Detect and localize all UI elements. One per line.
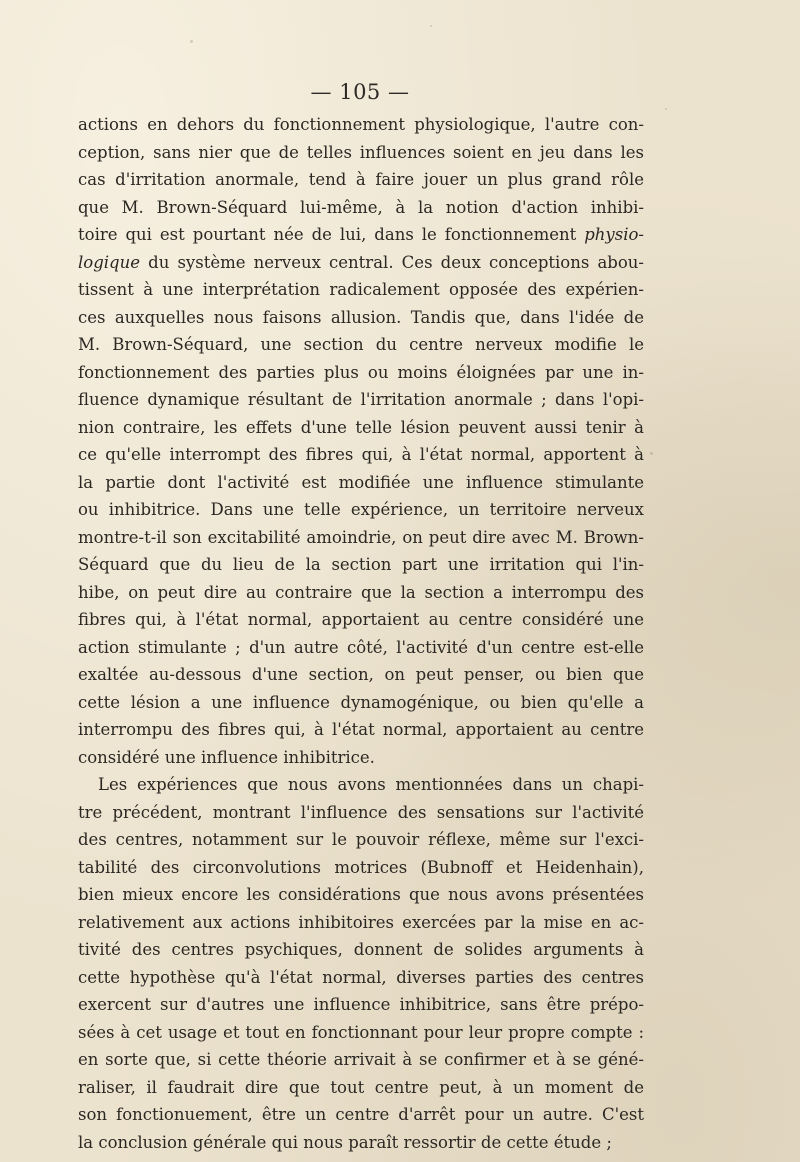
text-line <box>78 414 644 442</box>
line-text: bien mieux encore les considérations que nous avons présentées <box>78 885 644 904</box>
text-line <box>78 689 644 717</box>
text-line <box>78 469 644 497</box>
line-text: actions en dehors du fonctionnement physiologique, l'autre con- <box>78 115 644 134</box>
text-line <box>78 496 644 524</box>
line-text: la conclusion générale qui nous paraît ressortir de cette étude ; <box>78 1132 612 1152</box>
text-line <box>78 826 644 854</box>
line-text: la partie dont l'activité est modifiée une influence stimulante <box>78 472 644 492</box>
line-text: tivité des centres psychiques, donnent de solides arguments à <box>78 940 644 959</box>
line-text: Les expériences que nous avons mentionnées dans un chapi- <box>98 775 644 794</box>
line-text: nion contraire, les effets d'une telle lésion peuvent aussi tenir à <box>78 417 644 437</box>
text-line <box>78 331 644 359</box>
line-text: relativement aux actions inhibitoires exercées par la mise en ac- <box>78 912 644 932</box>
line-text: raliser, il faudrait dire que tout centre peut, à un moment de <box>78 1077 644 1097</box>
line-text: exercent sur d'autres une influence inhibitrice, sans être prépo- <box>78 995 644 1014</box>
text-line <box>78 1046 644 1074</box>
line-text: tabilité des circonvolutions motrices (Bubnoff et Heidenhain), <box>78 857 644 877</box>
text-line <box>78 551 644 579</box>
page-number: — 105 — <box>310 80 410 104</box>
text-line <box>78 661 644 689</box>
text-line <box>78 991 644 1019</box>
text-line <box>78 854 644 882</box>
line-text: du système nerveux central. Ces deux conceptions abou- <box>148 252 644 272</box>
text-line <box>78 139 644 167</box>
line-text: ce qu'elle interrompt des fibres qui, à l'état normal, apportent à <box>78 445 644 464</box>
text-line <box>78 606 644 634</box>
line-text: hibe, on peut dire au contraire que la section a interrompu des <box>78 582 644 602</box>
line-text: exaltée au-dessous d'une section, on peut penser, ou bien que <box>78 665 644 684</box>
line-text: cette hypothèse qu'à l'état normal, diverses parties des centres <box>78 967 644 987</box>
text-line <box>78 166 644 194</box>
line-text: cette lésion a une influence dynamogénique, ou bien qu'elle a <box>78 692 644 712</box>
line-text: ception, sans nier que de telles influences soient en jeu dans les <box>78 142 644 162</box>
line-text: tissent à une interprétation radicalement opposée des expérien- <box>78 280 644 299</box>
line-text: cas d'irritation anormale, tend à faire jouer un plus grand rôle <box>78 170 644 189</box>
paper-speck <box>430 25 432 27</box>
paper-speck <box>190 40 193 43</box>
line-text: son fonctionuement, être un centre d'arrêt pour un autre. C'est <box>78 1105 644 1124</box>
text-line <box>78 1074 644 1102</box>
paper-speck <box>650 452 653 455</box>
body-text <box>78 111 644 1156</box>
text-line <box>78 386 644 414</box>
line-text: ces auxquelles nous faisons allusion. Tandis que, dans l'idée de <box>78 307 644 327</box>
text-line <box>78 771 644 799</box>
text-line <box>78 524 644 552</box>
text-line <box>78 1019 644 1047</box>
line-text: action stimulante ; d'un autre côté, l'activité d'un centre est-elle <box>78 637 644 657</box>
line-text: fibres qui, à l'état normal, apportaient au centre considéré une <box>78 610 644 629</box>
text-line <box>78 799 644 827</box>
text-line <box>78 744 644 772</box>
text-line <box>78 359 644 387</box>
line-text: M. Brown-Séquard, une section du centre nerveux modifie le <box>78 335 644 354</box>
line-text: fonctionnement des parties plus ou moins éloignées par une in- <box>78 362 644 382</box>
text-line <box>78 221 644 249</box>
line-text: toire qui est pourtant née de lui, dans le fonctionnement <box>78 225 577 244</box>
line-text: que M. Brown-Séquard lui-même, à la notion d'action inhibi- <box>78 197 644 217</box>
text-line <box>78 249 644 277</box>
line-text: en sorte que, si cette théorie arrivait à se confirmer et à se géné- <box>78 1050 644 1069</box>
line-text: Séquard que du lieu de la section part une irritation qui l'in- <box>78 555 644 574</box>
text-line <box>78 964 644 992</box>
text-line <box>78 276 644 304</box>
line-text: ou inhibitrice. Dans une telle expérience, un territoire nerveux <box>78 500 644 519</box>
text-line <box>78 111 644 139</box>
line-text: montre-t-il son excitabilité amoindrie, on peut dire avec M. Brown- <box>78 527 644 547</box>
text-line <box>78 579 644 607</box>
line-text: considéré une influence inhibitrice. <box>78 747 375 767</box>
line-text: interrompu des fibres qui, à l'état normal, apportaient au centre <box>78 720 644 739</box>
text-line <box>78 1101 644 1129</box>
line-text: fluence dynamique résultant de l'irritation anormale ; dans l'opi- <box>78 390 644 409</box>
text-line <box>78 881 644 909</box>
line-text: sées à cet usage et tout en fonctionnant pour leur propre compte : <box>78 1022 644 1042</box>
text-line <box>78 716 644 744</box>
text-line <box>78 441 644 469</box>
text-line <box>78 304 644 332</box>
text-line <box>78 1129 644 1157</box>
text-line <box>78 194 644 222</box>
text-line <box>78 909 644 937</box>
italic-word: physio- <box>584 225 644 244</box>
text-line <box>78 634 644 662</box>
italic-word: logique <box>78 252 141 272</box>
paper-speck <box>665 108 667 110</box>
line-text: des centres, notamment sur le pouvoir réflexe, même sur l'exci- <box>78 830 644 849</box>
text-line <box>78 936 644 964</box>
line-text: tre précédent, montrant l'influence des sensations sur l'activité <box>78 802 644 822</box>
